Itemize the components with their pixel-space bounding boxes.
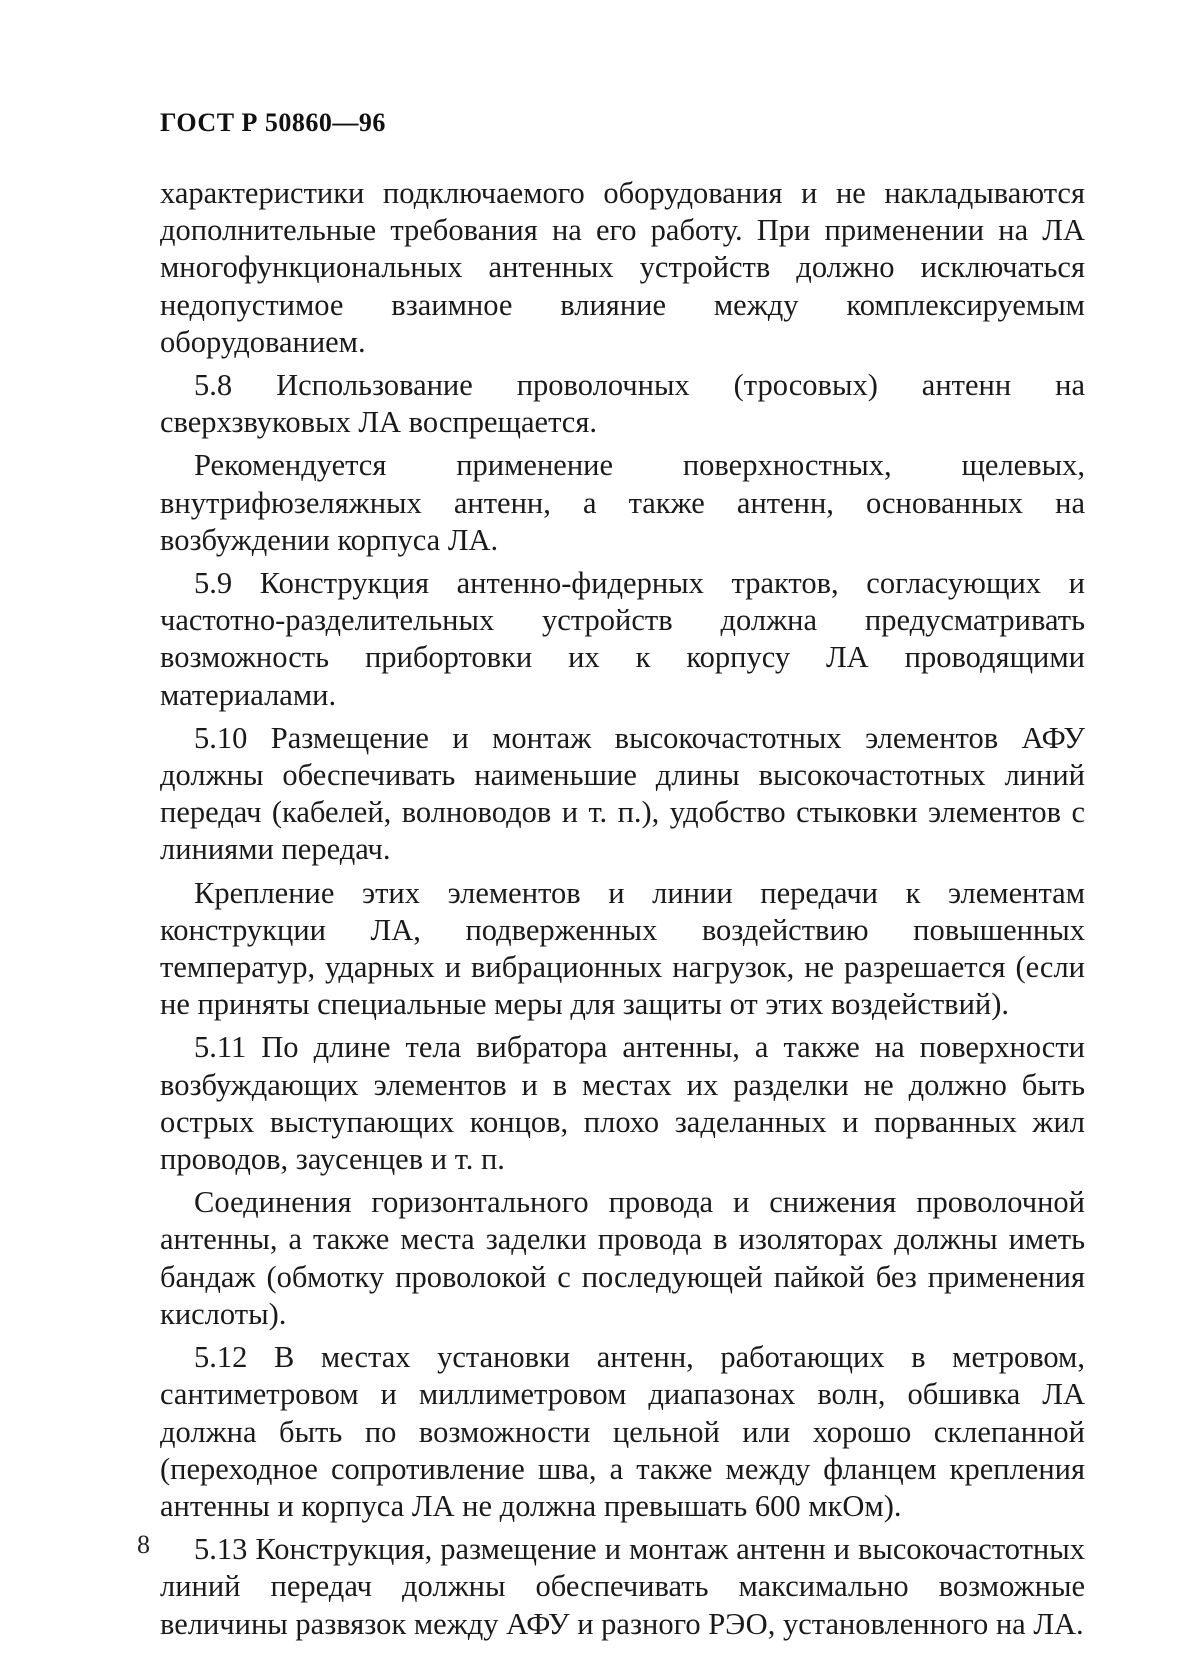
paragraph-5-8-recommendation: Рекомендуется применение поверхностных, щелевых, внутрифюзеляжных антенн, а также антенн, основанных на возбуждении корпуса ЛА. (160, 448, 1085, 557)
paragraph-continuation: характеристики подключаемого оборудования и не накладываются дополнительные требования на его работу. При применении на ЛА многофункциональных антенных устройств должно исключаться недопустимое взаимное влияние между комплексируемым оборудованием. (160, 176, 1085, 359)
paragraph-5-8: 5.8 Использование проволочных (тросовых) антенн на сверхзвуковых ЛА воспрещается. (160, 368, 1085, 440)
paragraph-5-10: 5.10 Размещение и монтаж высокочастотных элементов АФУ должны обеспечивать наименьшие длины высокочастотных линий передач (кабелей, волноводов и т. п.), удобство стыковки элементов с линиями передач. (160, 720, 1085, 867)
paragraph-5-12: 5.12 В местах установки антенн, работающих в метровом, сантиметровом и миллиметровом диапазонах волн, обшивка ЛА должна быть по возможности цельной или хорошо склепанной (переходное сопротивление шва, а также между фланцем крепления антенны и корпуса ЛА не должна превышать 600 мкОм). (160, 1340, 1085, 1523)
paragraph-5-13: 5.13 Конструкция, размещение и монтаж антенн и высокочастотных линий передач должны обеспечивать максимально возможные величины развязок между АФУ и разного РЭО, установленного на ЛА. (160, 1532, 1085, 1641)
page-number: 8 (137, 1530, 150, 1559)
standard-header: ГОСТ Р 50860—96 (160, 108, 386, 137)
paragraph-5-9: 5.9 Конструкция антенно-фидерных трактов, согласующих и частотно-разделительных устройств должна предусматривать возможность прибортовки их к корпусу ЛА проводящими материалами. (160, 566, 1085, 712)
body-text (160, 175, 1085, 1649)
paragraph-5-11: 5.11 По длине тела вибратора антенны, а также на поверхности возбуждающих элементов и в местах их разделки не должно быть острых выступающих концов, плохо заделанных и порванных жил проводов, заусенцев и т. п. (160, 1030, 1085, 1177)
paragraph-5-10-fastening: Крепление этих элементов и линии передачи к элементам конструкции ЛА, подверженных воздействию повышенных температур, ударных и вибрационных нагрузок, не разрешается (если не приняты специальные меры для защиты от этих воздействий). (160, 875, 1085, 1022)
paragraph-5-11-connections: Соединения горизонтального провода и снижения проволочной антенны, а также места заделки провода в изоляторах должны иметь бандаж (обмотку проволокой с последующей пайкой без применения кислоты). (160, 1185, 1085, 1331)
